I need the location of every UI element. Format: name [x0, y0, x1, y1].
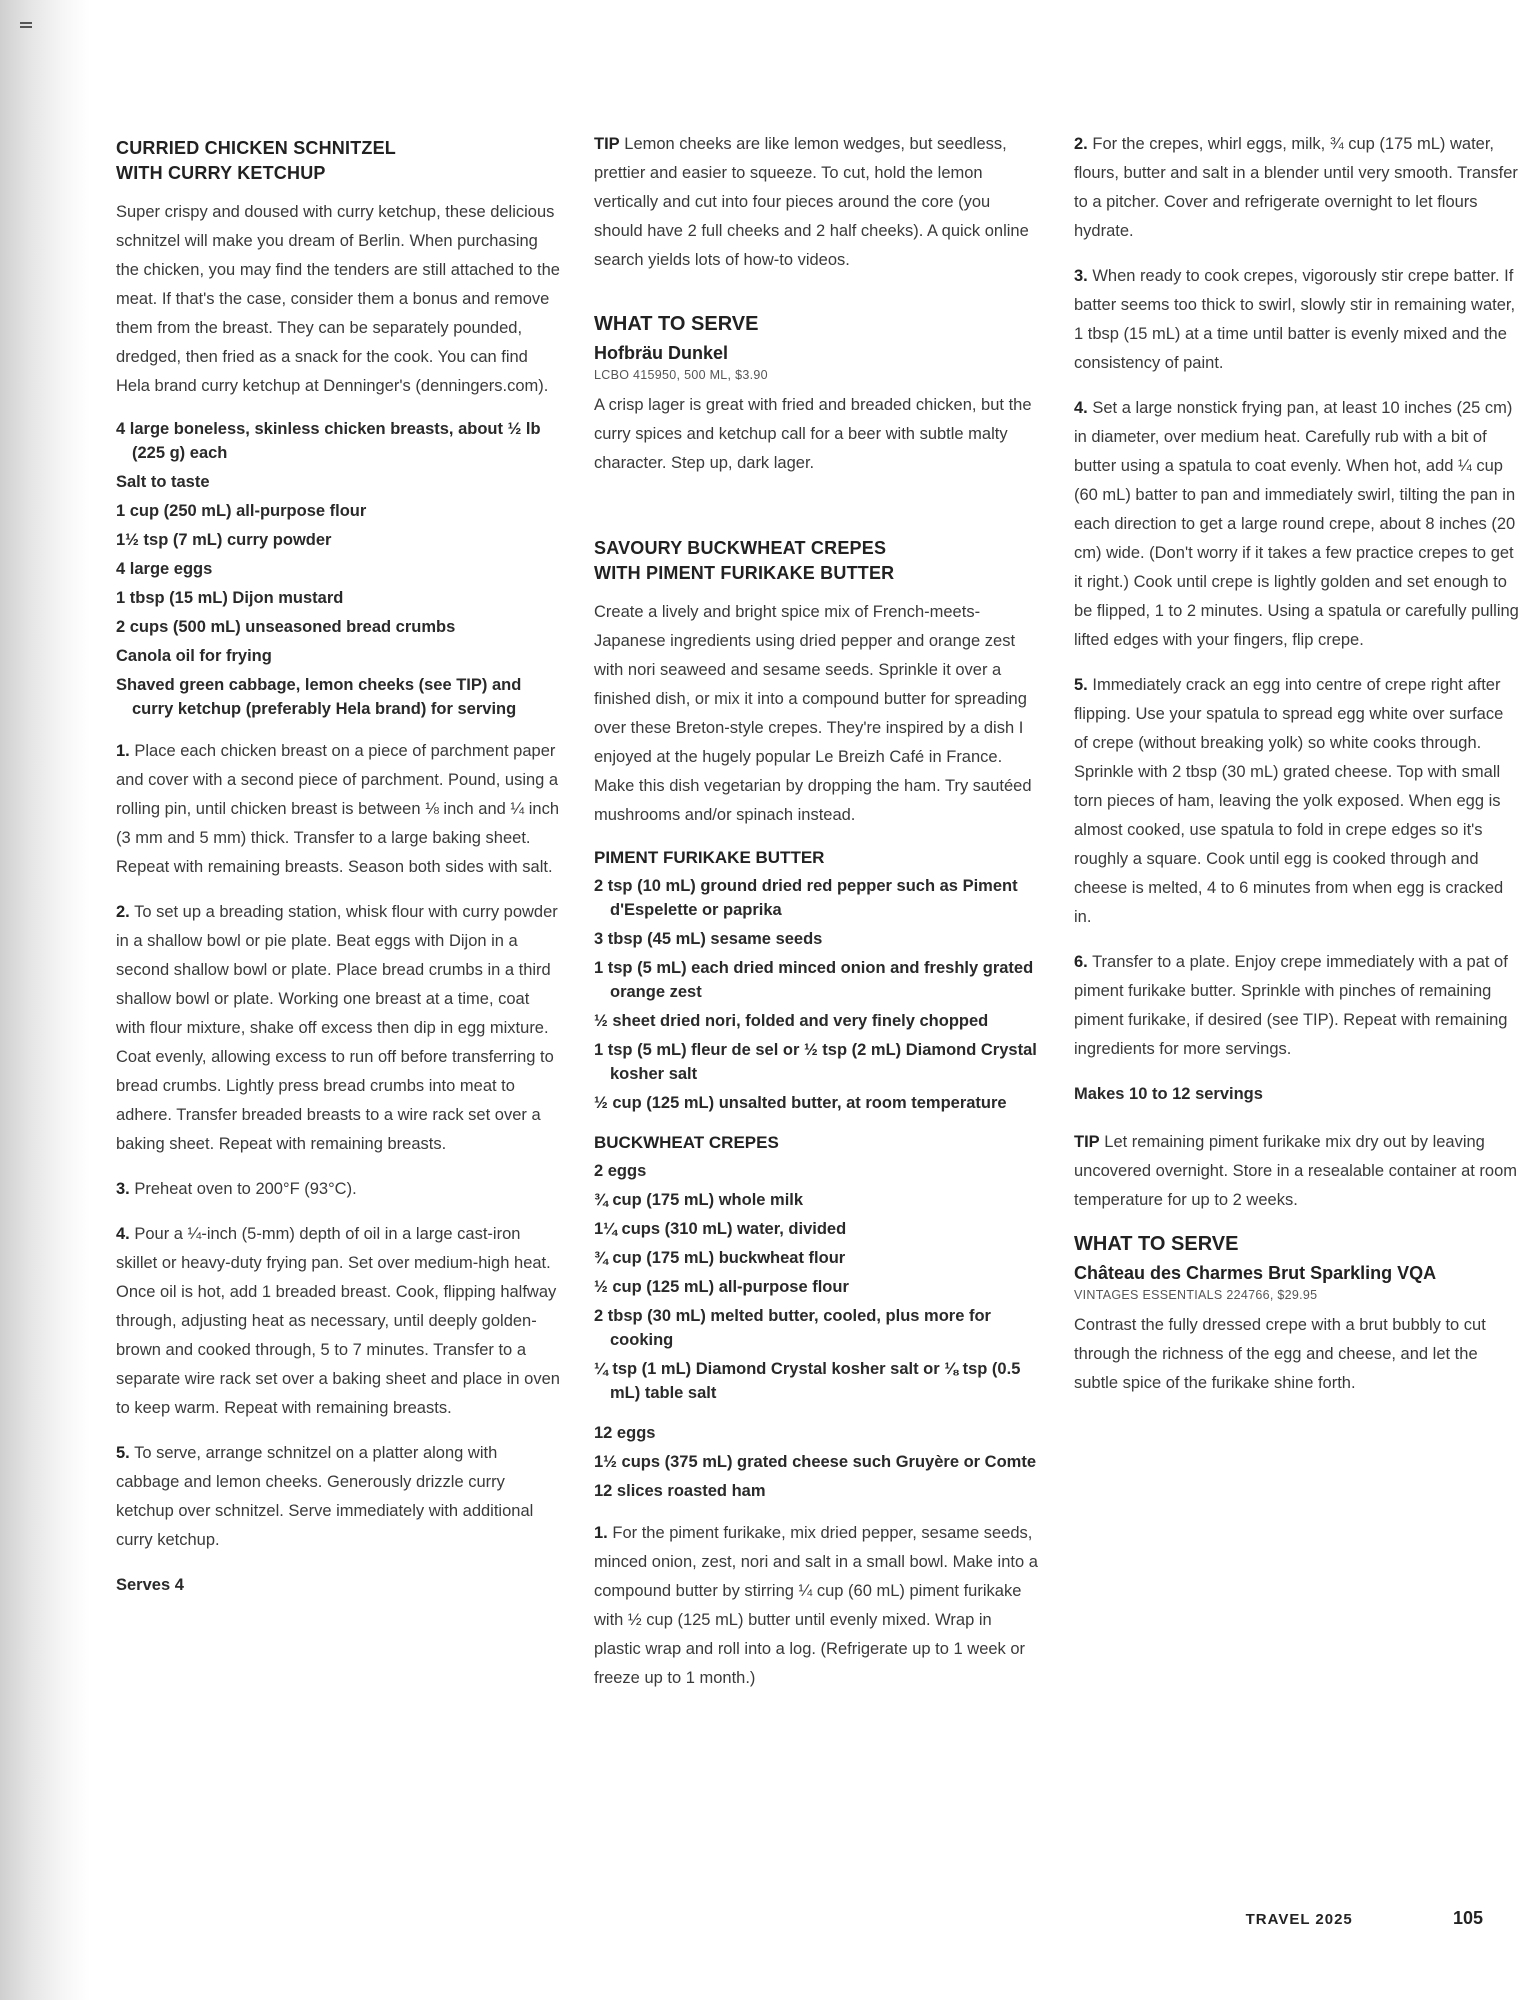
what-to-serve-heading: WHAT TO SERVE	[594, 313, 759, 335]
step-number: 3.	[1074, 267, 1088, 285]
ingredient: ¾ cup (175 mL) buckwheat flour	[594, 1249, 846, 1267]
step-text: Immediately crack an egg into centre of crepe right after flipping. Use your spatula to spread egg white over surface of crepe (without breaking yolk) so white cooks through. Sprinkle with 2 tbsp (30 mL) grated cheese. Top with small torn pieces of ham, leaving the yolk exposed. When egg is almost cooked, use spatula to fold in crepe edges so it's roughly a square. Cook until egg is cooked through and cheese is melted, 4 to 6 minutes from when egg is cracked in.	[1074, 676, 1504, 926]
recipe-title-line: WITH PIMENT FURIKAKE BUTTER	[594, 563, 895, 583]
step-number: 6.	[1074, 953, 1088, 971]
column-2	[594, 130, 1042, 1709]
page-number: 105	[1452, 1908, 1483, 1928]
what-to-serve-heading: WHAT TO SERVE	[1074, 1233, 1239, 1255]
step-text: When ready to cook crepes, vigorously stir crepe batter. If batter seems too thick to swirl, slowly stir in remaining water, 1 tbsp (15 mL) at a time until batter is evenly mixed and the consistency of paint.	[1074, 267, 1516, 372]
method-step	[116, 1175, 562, 1204]
column-3	[1074, 130, 1519, 1414]
ingredient-list	[594, 1159, 1042, 1405]
ingredient: ¾ cup (175 mL) whole milk	[594, 1191, 804, 1209]
ingredient-list	[594, 1421, 1042, 1503]
ingredient: Shaved green cabbage, lemon cheeks (see TIP) and curry ketchup (preferably Hela brand) for serving	[116, 676, 522, 718]
subrecipe-heading: PIMENT FURIKAKE BUTTER	[594, 848, 825, 867]
step-text: For the piment furikake, mix dried pepper, sesame seeds, minced onion, zest, nori and salt in a small bowl. Make into a compound butter by stirring ¼ cup (60 mL) piment furikake with ½ cup (125 mL) butter until evenly mixed. Wrap in plastic wrap and roll into a log. (Refrigerate up to 1 week or freeze up to 1 month.)	[594, 1524, 1038, 1687]
method-step	[116, 1439, 562, 1555]
subrecipe-heading: BUCKWHEAT CREPES	[594, 1133, 779, 1152]
step-text: Transfer to a plate. Enjoy crepe immediately with a pat of piment furikake butter. Sprinkle with pinches of remaining piment furikake, if desired (see TIP). Repeat with remaining ingredients for more servings.	[1074, 953, 1508, 1058]
tip-box	[594, 130, 1042, 275]
step-text: Pour a ¼-inch (5-mm) depth of oil in a large cast-iron skillet or heavy-duty frying pan. Set over medium-high heat. Once oil is hot, add 1 breaded breast. Cook, flipping halfway through, adjusting heat as necessary, until deeply golden-brown and cooked through, 5 to 7 minutes. Transfer to a separate wire rack set over a baking sheet and place in oven to keep warm. Repeat with remaining breasts.	[116, 1225, 560, 1417]
recipe-title-line: WITH CURRY KETCHUP	[116, 163, 326, 183]
ingredient-list	[594, 874, 1042, 1115]
step-text: Place each chicken breast on a piece of parchment paper and cover with a second piece of parchment. Pound, using a rolling pin, until chicken breast is between ⅛ inch and ¼ inch (3 mm and 5 mm) thick. Transfer to a large baking sheet. Repeat with remaining breasts. Season both sides with salt.	[116, 742, 560, 876]
method-step	[116, 1220, 562, 1423]
step-number: 3.	[116, 1180, 130, 1198]
recipe-intro: Super crispy and doused with curry ketchup, these delicious schnitzel will make you dream of Berlin. When purchasing the chicken, you may find the tenders are still attached to the meat. If that's the case, consider them a bonus and remove them from the breast. They can be separately pounded, dredged, then fried as a snack for the cook. You can find Hela brand curry ketchup at Denninger's (denningers.com).	[116, 203, 560, 395]
ingredient: 1 tbsp (15 mL) Dijon mustard	[116, 589, 344, 607]
step-text: To serve, arrange schnitzel on a platter along with cabbage and lemon cheeks. Generously drizzle curry ketchup over schnitzel. Serve immediately with additional curry ketchup.	[116, 1444, 534, 1549]
step-number: 5.	[1074, 676, 1088, 694]
method-step	[1074, 262, 1519, 378]
tip-text: Lemon cheeks are like lemon wedges, but seedless, prettier and easier to squeeze. To cut, hold the lemon vertically and cut into four pieces around the core (you should have 2 full cheeks and 2 half cheeks). A quick online search yields lots of how-to videos.	[594, 135, 1029, 269]
method-step	[116, 737, 562, 882]
step-number: 1.	[116, 742, 130, 760]
spacer	[594, 494, 1042, 530]
method-step	[116, 898, 562, 1159]
pairing-description: A crisp lager is great with fried and breaded chicken, but the curry spices and ketchup call for a beer with subtle malty character. Step up, dark lager.	[594, 396, 1032, 472]
ingredient: 3 tbsp (45 mL) sesame seeds	[594, 930, 823, 948]
ingredient: 12 slices roasted ham	[594, 1482, 766, 1500]
menu-icon[interactable]	[20, 22, 32, 32]
pairing-name: Château des Charmes Brut Sparkling VQA	[1074, 1263, 1437, 1283]
method-step	[594, 1519, 1042, 1693]
step-text: Preheat oven to 200°F (93°C).	[134, 1180, 357, 1198]
step-number: 2.	[116, 903, 130, 921]
ingredient: 2 cups (500 mL) unseasoned bread crumbs	[116, 618, 456, 636]
step-number: 4.	[1074, 399, 1088, 417]
serves-yield: Serves 4	[116, 1576, 184, 1594]
ingredient: 12 eggs	[594, 1424, 656, 1442]
column-1	[116, 130, 562, 1619]
ingredient: 2 eggs	[594, 1162, 647, 1180]
ingredient: Canola oil for frying	[116, 647, 272, 665]
recipe-title	[116, 136, 562, 186]
ingredient: ¼ tsp (1 mL) Diamond Crystal kosher salt or ⅛ tsp (0.5 mL) table salt	[594, 1360, 1021, 1402]
tip-text: Let remaining piment furikake mix dry out by leaving uncovered overnight. Store in a resealable container at room temperature for up to 2 weeks.	[1074, 1133, 1518, 1209]
pairing-details: VINTAGES ESSENTIALS 224766, $29.95	[1074, 1288, 1318, 1302]
recipe-title	[594, 536, 1042, 586]
ingredient: 2 tsp (10 mL) ground dried red pepper such as Piment d'Espelette or paprika	[594, 877, 1018, 919]
step-text: Set a large nonstick frying pan, at least 10 inches (25 cm) in diameter, over medium heat. Carefully rub with a bit of butter using a spatula to coat evenly. When hot, add ¼ cup (60 mL) batter to pan and immediately swirl, tilting the pan in each direction to get a large round crepe, about 8 inches (20 cm) wide. (Don't worry if it takes a few practice crepes to get it right.) Cook until crepe is lightly golden and set enough to be flipped, 1 to 2 minutes. Using a spatula or carefully pulling lifted edges with your fingers, flip crepe.	[1074, 399, 1519, 649]
step-number: 1.	[594, 1524, 608, 1542]
ingredient: ½ sheet dried nori, folded and very finely chopped	[594, 1012, 989, 1030]
menu-icon-bar	[20, 22, 32, 24]
makes-yield: Makes 10 to 12 servings	[1074, 1085, 1263, 1103]
page-footer	[1246, 1908, 1483, 1929]
step-number: 4.	[116, 1225, 130, 1243]
recipe-title-line: SAVOURY BUCKWHEAT CREPES	[594, 538, 887, 558]
pairing-name: Hofbräu Dunkel	[594, 343, 729, 363]
ingredient: Salt to taste	[116, 473, 210, 491]
ingredient: 1 cup (250 mL) all-purpose flour	[116, 502, 367, 520]
step-text: For the crepes, whirl eggs, milk, ¾ cup (175 mL) water, flours, butter and salt in a blender until very smooth. Transfer to a pitcher. Cover and refrigerate overnight to let flours hydrate.	[1074, 135, 1518, 240]
step-number: 2.	[1074, 135, 1088, 153]
ingredient: 1¼ cups (310 mL) water, divided	[594, 1220, 847, 1238]
ingredient: 1 tsp (5 mL) fleur de sel or ½ tsp (2 mL) Diamond Crystal kosher salt	[594, 1041, 1037, 1083]
ingredient: 1 tsp (5 mL) each dried minced onion and freshly grated orange zest	[594, 959, 1034, 1001]
ingredient: 4 large eggs	[116, 560, 213, 578]
ingredient: ½ cup (125 mL) unsalted butter, at room temperature	[594, 1094, 1007, 1112]
method-step	[1074, 130, 1519, 246]
ingredient: 1½ tsp (7 mL) curry powder	[116, 531, 332, 549]
tip-label: TIP	[594, 135, 620, 153]
ingredient: ½ cup (125 mL) all-purpose flour	[594, 1278, 849, 1296]
magazine-issue: TRAVEL 2025	[1245, 1911, 1353, 1928]
ingredient: 4 large boneless, skinless chicken breasts, about ½ lb (225 g) each	[116, 420, 541, 462]
pairing-details: LCBO 415950, 500 ML, $3.90	[594, 368, 768, 382]
page-gutter-shadow	[0, 0, 90, 2000]
recipe-title-line: CURRIED CHICKEN SCHNITZEL	[116, 138, 397, 158]
method-step	[1074, 394, 1519, 655]
recipe-intro: Create a lively and bright spice mix of French-meets-Japanese ingredients using dried pepper and orange zest with nori seaweed and sesame seeds. Sprinkle it over a finished dish, or mix it into a compound butter for spreading over these Breton-style crepes. They're inspired by a dish I enjoyed at the hugely popular Le Breizh Café in France. Make this dish vegetarian by dropping the ham. Try sautéed mushrooms and/or spinach instead.	[594, 603, 1032, 824]
pairing-description: Contrast the fully dressed crepe with a brut bubbly to cut through the richness of the egg and cheese, and let the subtle spice of the furikake shine forth.	[1074, 1316, 1486, 1392]
step-text: To set up a breading station, whisk flour with curry powder in a shallow bowl or pie plate. Beat eggs with Dijon in a second shallow bowl or plate. Place bread crumbs in a third shallow bowl or plate. Working one breast at a time, coat with flour mixture, shake off excess then dip in egg mixture. Coat evenly, allowing excess to run off before transferring to bread crumbs. Lightly press bread crumbs into meat to adhere. Transfer breaded breasts to a wire rack set over a baking sheet. Repeat with remaining breasts.	[116, 903, 558, 1153]
tip-label: TIP	[1074, 1133, 1100, 1151]
ingredient: 2 tbsp (30 mL) melted butter, cooled, plus more for cooking	[594, 1307, 991, 1349]
method-step	[1074, 948, 1519, 1064]
menu-icon-bar	[20, 26, 32, 28]
tip-box	[1074, 1128, 1519, 1215]
spacer	[594, 291, 1042, 311]
method-step	[1074, 671, 1519, 932]
ingredient-list	[116, 417, 562, 721]
step-number: 5.	[116, 1444, 130, 1462]
ingredient: 1½ cups (375 mL) grated cheese such Gruyère or Comte	[594, 1453, 1036, 1471]
